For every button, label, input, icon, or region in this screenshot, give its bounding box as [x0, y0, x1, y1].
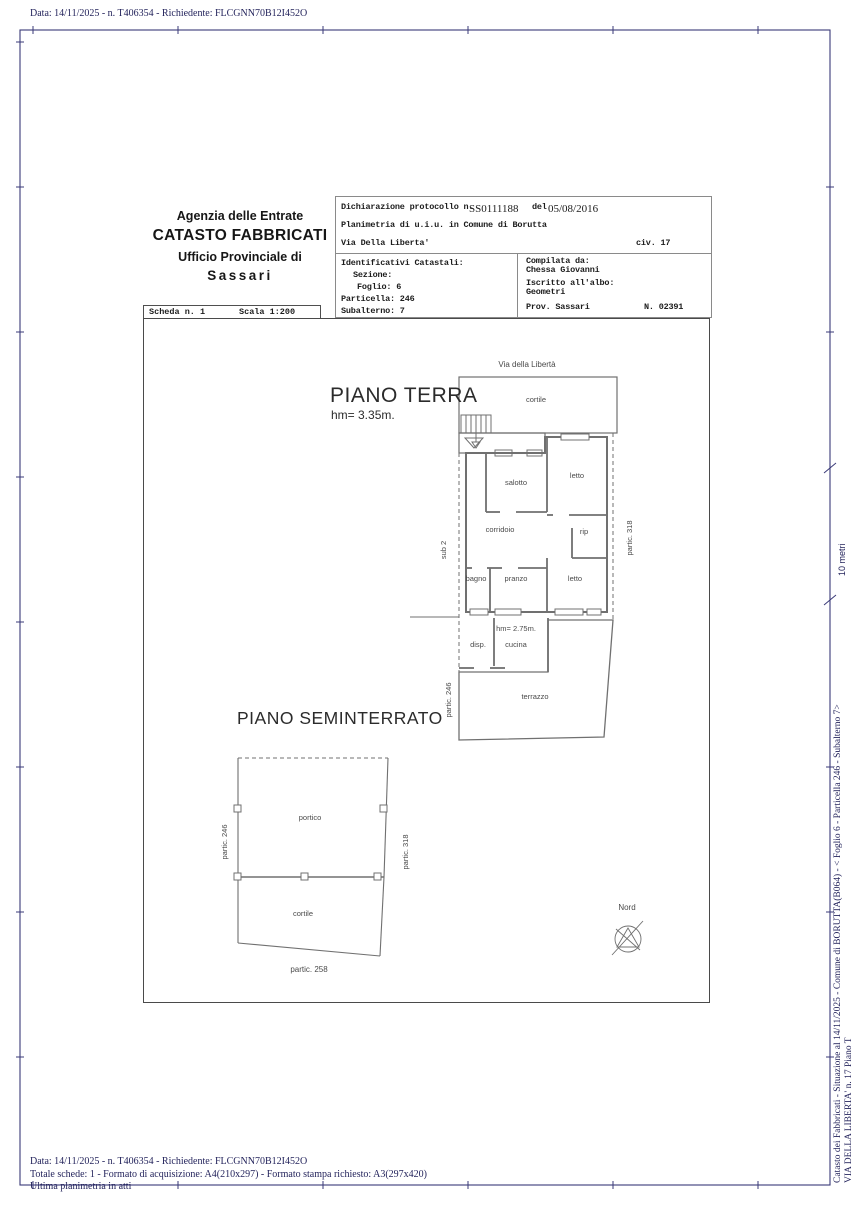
boundary-label-partic-258: partic. 258: [290, 965, 328, 974]
header-info-line: Data: 14/11/2025 - n. T406354 - Richiedente: FLCGNN70B12I452O: [30, 8, 308, 19]
footer-format-line: Totale schede: 1 - Formato di acquisizione: A4(210x297) - Formato stampa richiesto: A3(297x420): [30, 1169, 427, 1180]
room-label-cortile: cortile: [525, 395, 547, 404]
foglio-field: Foglio: 6: [357, 282, 402, 292]
declaration-box: [335, 196, 712, 318]
boundary-label-sub2: sub 2: [439, 540, 448, 560]
civic-number: civ. 17: [636, 238, 671, 248]
office-city: Sassari: [207, 267, 273, 283]
protocol-label: Dichiarazione protocollo n.: [341, 202, 474, 212]
albo-label: Iscritto all'albo:: [526, 278, 615, 288]
boundary-label-partic-246-s: partic. 246: [220, 824, 229, 860]
registration-number: N. 02391: [644, 302, 684, 312]
sezione-field: Sezione:: [353, 270, 393, 280]
room-label-cucina: cucina: [505, 640, 527, 649]
address-line: Via Della Liberta': [341, 238, 430, 248]
catasto-title: CATASTO FABBRICATI: [152, 227, 328, 245]
room-label-portico: portico: [298, 813, 322, 822]
piano-terra-title: PIANO TERRA: [330, 384, 478, 407]
compass-north-label: Nord: [618, 903, 636, 912]
room-label-salotto: salotto: [504, 478, 528, 487]
piano-terra-height-note: hm= 3.35m.: [331, 408, 395, 422]
protocol-date: 05/08/2016: [548, 203, 599, 215]
room-label-rip: rip: [579, 527, 589, 536]
scale-value: Scala 1:200: [239, 307, 296, 317]
room-label-letto-1: letto: [569, 471, 585, 480]
sheet-number: Scheda n. 1: [149, 307, 206, 317]
compass-icon: [612, 921, 643, 955]
boundary-label-partic-318: partic. 318: [625, 520, 634, 556]
protocol-value: SS0111188: [469, 203, 519, 215]
albo-value: Geometri: [526, 287, 566, 297]
scale-bar-label: 10 metri: [837, 543, 847, 576]
room-label-cortile-s: cortile: [292, 909, 314, 918]
compilata-label: Compilata da:: [526, 256, 590, 266]
street-label: Via della Libertà: [498, 360, 556, 369]
room-label-bagno: bagno: [465, 574, 487, 583]
side-caption: [833, 704, 855, 1183]
declaration-divider-vertical: [517, 253, 518, 318]
declaration-divider-horizontal: [336, 253, 711, 254]
planimetria-line: Planimetria di u.i.u. in Comune di Borutta: [341, 220, 547, 230]
side-caption-line1: Catasto dei Fabbricati - Situazione al 14/11/2025 - Comune di BORUTTA(B064) - < Foglio 6 - Particella 246 - Subalterno 7>: [833, 704, 843, 1183]
boundary-label-partic-246: partic. 246: [444, 682, 453, 718]
piano-seminterrato-walls: [234, 758, 388, 956]
room-label-letto-2: letto: [567, 574, 583, 583]
agency-heading: [142, 207, 338, 285]
office-line: Ufficio Provinciale di: [178, 249, 302, 264]
room-label-pranzo: pranzo: [504, 574, 528, 583]
compass-rose: [612, 903, 643, 955]
footer-status-line: Ultima planimetria in atti: [30, 1181, 132, 1192]
compilata-name: Chessa Giovanni: [526, 265, 600, 275]
boundary-label-partic-318-s: partic. 318: [401, 834, 410, 870]
room-label-disp: disp.: [470, 640, 486, 649]
piano-terra-room-labels: [439, 395, 634, 718]
footer-info-line: Data: 14/11/2025 - n. T406354 - Richiedente: FLCGNN70B12I452O: [30, 1156, 308, 1167]
del-label: del: [532, 202, 547, 212]
side-caption-line2: VIA DELLA LIBERTA' n. 17 Piano T: [844, 1037, 854, 1183]
subalterno-field: Subalterno: 7: [341, 306, 405, 316]
prov-field: Prov. Sassari: [526, 302, 590, 312]
room-label-corridoio: corridoio: [485, 525, 515, 534]
room-label-terrazzo: terrazzo: [521, 692, 549, 701]
identificativi-title: Identificativi Catastali:: [341, 258, 464, 268]
piano-seminterrato-title: PIANO SEMINTERRATO: [237, 708, 443, 728]
particella-field: Particella: 246: [341, 294, 415, 304]
floor-plan-drawing: [143, 318, 710, 1003]
height-note-2: hm= 2.75m.: [496, 624, 536, 633]
agency-name: Agenzia delle Entrate: [176, 209, 304, 223]
